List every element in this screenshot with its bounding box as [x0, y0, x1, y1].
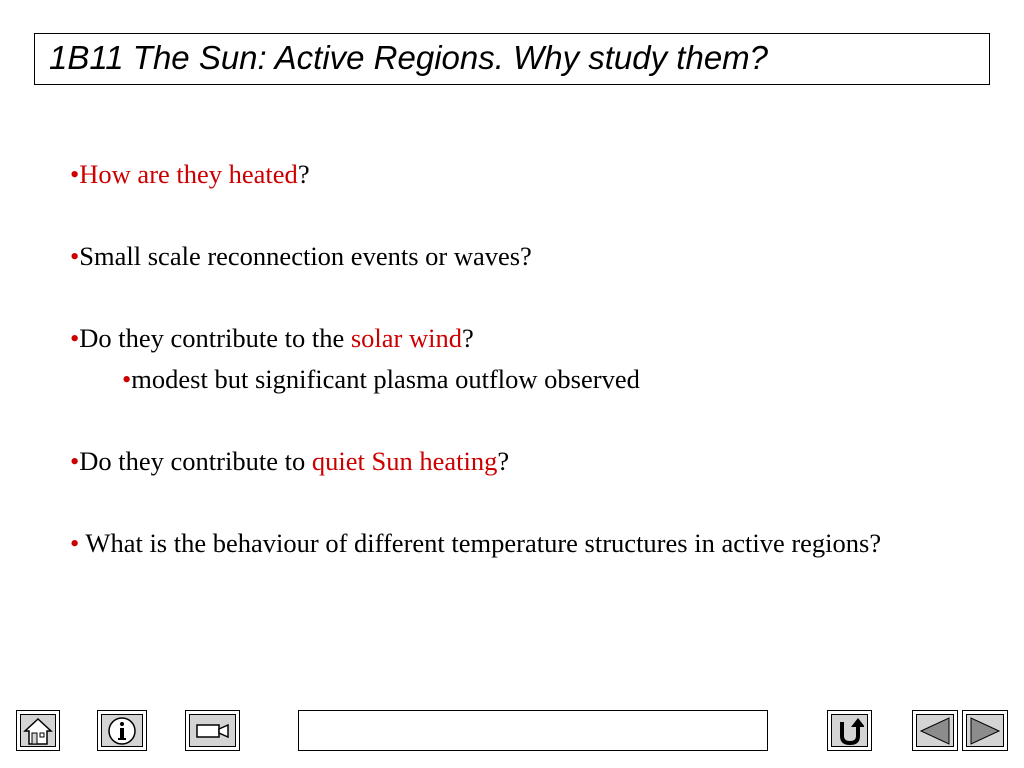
movie-button-face[interactable] — [189, 714, 236, 747]
home-icon — [23, 716, 53, 746]
sub-bullet-item — [70, 359, 970, 400]
info-button[interactable] — [97, 710, 147, 751]
bullet-text-highlight: solar wind — [350, 323, 462, 353]
bullet-dot: • — [70, 323, 80, 353]
bullet-text: Do they contribute to — [79, 446, 312, 476]
bullet-text: modest but significant plasma outflow observed — [131, 364, 640, 394]
bullet-dot: • — [70, 241, 80, 271]
bullet-dot: • — [70, 159, 80, 189]
slide-number-field[interactable] — [298, 710, 768, 751]
info-button-face[interactable] — [101, 714, 143, 747]
title-box — [34, 33, 990, 85]
bullet-text: ? — [297, 159, 310, 189]
camera-icon — [195, 720, 231, 742]
home-button[interactable] — [16, 710, 60, 751]
bullet-item — [70, 523, 910, 564]
bullet-text: Small scale reconnection events or waves? — [79, 241, 532, 271]
slide-title: 1B11 The Sun: Active Regions. Why study them? — [49, 39, 769, 76]
bullet-item — [70, 441, 970, 482]
bullet-text-highlight: How are they heated — [79, 159, 298, 189]
bullet-dot: • — [70, 446, 80, 476]
return-arrow-icon — [836, 716, 864, 746]
bullet-text: ? — [461, 323, 474, 353]
info-icon — [106, 715, 138, 747]
bullet-dot: • — [70, 528, 80, 558]
bullet-text-highlight: quiet Sun heating — [311, 446, 498, 476]
bullet-text: ? — [497, 446, 510, 476]
home-button-face[interactable] — [20, 714, 56, 747]
bullet-item — [70, 318, 970, 359]
triangle-left-icon — [919, 716, 951, 746]
bullet-list — [70, 154, 970, 564]
bullet-text: What is the behaviour of different temperature structures in active regions? — [79, 528, 882, 558]
return-button-face[interactable] — [831, 714, 868, 747]
return-button[interactable] — [827, 710, 872, 751]
bullet-item — [70, 154, 970, 195]
previous-slide-button-face[interactable] — [916, 714, 954, 747]
movie-button[interactable] — [185, 710, 240, 751]
next-slide-button[interactable] — [962, 710, 1008, 751]
previous-slide-button[interactable] — [912, 710, 958, 751]
next-slide-button-face[interactable] — [966, 714, 1004, 747]
bullet-item — [70, 236, 970, 277]
triangle-right-icon — [969, 716, 1001, 746]
bullet-dot: • — [122, 364, 132, 394]
bullet-text: Do they contribute to the — [79, 323, 351, 353]
